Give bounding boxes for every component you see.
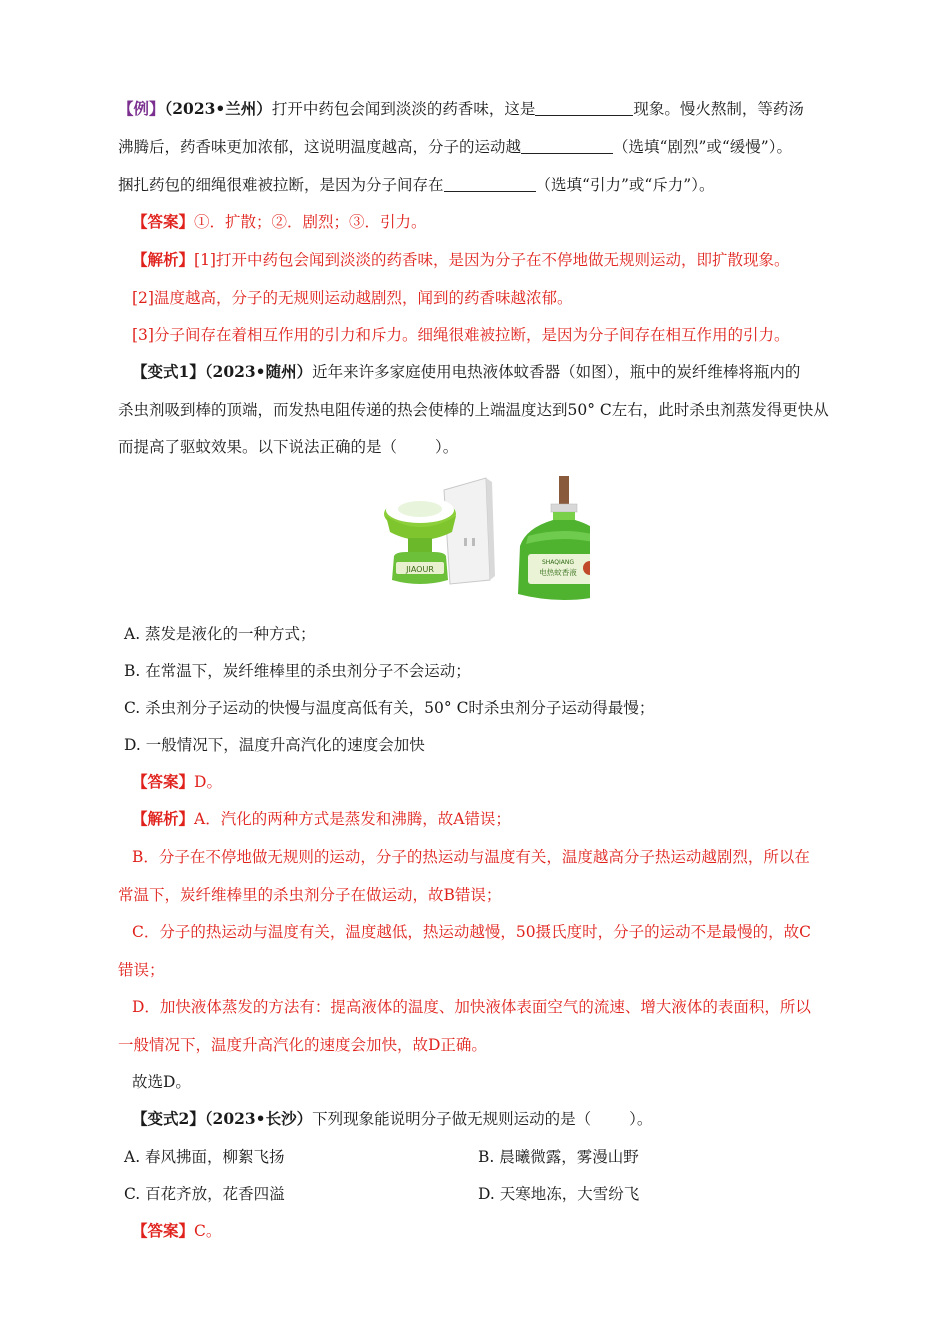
example-tag: 【例】 (118, 99, 165, 118)
example-question-line-2 (118, 136, 858, 158)
analysis-tag: 【解析】 (132, 250, 195, 269)
variant-source: （2023•随州） (204, 362, 313, 381)
example-answer (132, 211, 858, 233)
question-text: （选填“剧烈”或“缓慢”）。 (613, 138, 792, 156)
example-question-line-1 (118, 98, 858, 120)
answer-text: C。 (194, 1222, 222, 1240)
variant1-option-d[interactable]: D. 一般情况下，温度升高汽化的速度会加快 (124, 736, 425, 754)
variant1-analysis-d-1: D．加快液体蒸发的方法有：提高液体的温度、加快液体表面空气的流速、增大液体的表面积，所以 (132, 998, 811, 1016)
repellent-bottle-icon (518, 476, 590, 600)
variant2-option-c[interactable]: C. 百花齐放，花香四溢 (124, 1185, 285, 1203)
answer-tag: 【答案】 (132, 212, 195, 231)
example-question-line-3 (118, 174, 858, 196)
example-analysis-3: [3]分子间存在着相互作用的引力和斥力。细绳很难被拉断，是因为分子间存在相互作用的引力。 (132, 326, 790, 344)
question-text: 而提高了驱蚊效果。以下说法正确的是（ (118, 438, 398, 456)
variant1-answer (132, 771, 858, 793)
question-text: ）。 (629, 1110, 653, 1128)
variant1-analysis-b-1: B．分子在不停地做无规则的运动，分子的热运动与温度有关，温度越高分子热运动越剧烈，所以在 (132, 848, 810, 866)
bottle-label: 电热蚊香液 (539, 568, 577, 577)
question-text: ）。 (435, 438, 459, 456)
variant1-conclusion: 故选D。 (132, 1073, 191, 1091)
variant1-option-b[interactable]: B. 在常温下，炭纤维棒里的杀虫剂分子不会运动； (124, 662, 471, 680)
analysis-tag: 【解析】 (132, 809, 195, 828)
example-analysis-1 (132, 249, 858, 271)
example-source: （2023•兰州） (164, 99, 272, 118)
variant1-option-c[interactable]: C. 杀虫剂分子运动的快慢与温度高低有关，50° C时杀虫剂分子运动得最慢； (124, 699, 655, 717)
bottle-brand: SHAQIANG (541, 559, 575, 566)
analysis-text: A．汽化的两种方式是蒸发和沸腾，故A错误； (194, 810, 511, 828)
question-text: 下列现象能说明分子做无规则运动的是（ (312, 1110, 592, 1128)
variant2-question (132, 1108, 858, 1130)
variant1-analysis-c-2: 错误； (118, 961, 165, 979)
variant-source: （2023•长沙） (204, 1109, 313, 1128)
variant1-analysis-b-2: 常温下，炭纤维棒里的杀虫剂分子在做运动，故B错误； (118, 886, 502, 904)
variant-tag: 【变式2】 (132, 1109, 205, 1128)
variant1-question-line-2: 杀虫剂吸到棒的顶端，而发热电阻传递的热会使棒的上端温度达到50° C左右，此时杀虫剂蒸发得更快从 (118, 401, 829, 419)
answer-blank-3[interactable] (444, 175, 536, 192)
heater-label: JIAOUR (406, 565, 434, 574)
answer-tag: 【答案】 (132, 1221, 195, 1240)
variant1-analysis-c-1: C．分子的热运动与温度有关，温度越低，热运动越慢，50摄氏度时，分子的运动不是最慢的，故C (132, 923, 811, 941)
variant1-question-line-1 (132, 361, 858, 383)
variant2-option-b[interactable]: B. 晨曦微露，雾漫山野 (478, 1148, 639, 1166)
answer-tag: 【答案】 (132, 772, 195, 791)
answer-text: ①．扩散；②．剧烈；③．引力。 (194, 213, 427, 231)
question-text: 沸腾后，药香味更加浓郁，这说明温度越高，分子的运动越 (118, 138, 522, 156)
variant-tag: 【变式1】 (132, 362, 205, 381)
question-text: 捆扎药包的细绳很难被拉断，是因为分子间存在 (118, 176, 444, 194)
question-text: 现象。慢火熬制，等药汤 (633, 100, 804, 118)
variant2-option-d[interactable]: D. 天寒地冻，大雪纷飞 (478, 1185, 640, 1203)
mosquito-repellent-figure (378, 476, 590, 608)
answer-blank-1[interactable] (535, 99, 633, 116)
variant2-answer (132, 1220, 858, 1242)
variant1-analysis-d-2: 一般情况下，温度升高汽化的速度会加快，故D正确。 (118, 1036, 487, 1054)
question-text: 打开中药包会闻到淡淡的药香味，这是 (271, 100, 536, 118)
question-text: 近年来许多家庭使用电热液体蚊香器（如图），瓶中的炭纤维棒将瓶内的 (312, 363, 801, 381)
analysis-text: [1]打开中药包会闻到淡淡的药香味，是因为分子在不停地做无规则运动，即扩散现象。 (194, 251, 790, 269)
question-text: （选填“引力”或“斥力”）。 (535, 176, 715, 194)
answer-text: D。 (194, 773, 222, 791)
variant1-analysis-a (132, 808, 858, 830)
example-analysis-2: [2]温度越高，分子的无规则运动越剧烈，闻到的药香味越浓郁。 (132, 289, 573, 307)
variant1-option-a[interactable]: A. 蒸发是液化的一种方式； (124, 625, 316, 643)
answer-blank-2[interactable] (521, 137, 613, 154)
variant2-option-a[interactable]: A. 春风拂面，柳絮飞扬 (124, 1148, 285, 1166)
variant1-question-line-3 (118, 436, 858, 458)
